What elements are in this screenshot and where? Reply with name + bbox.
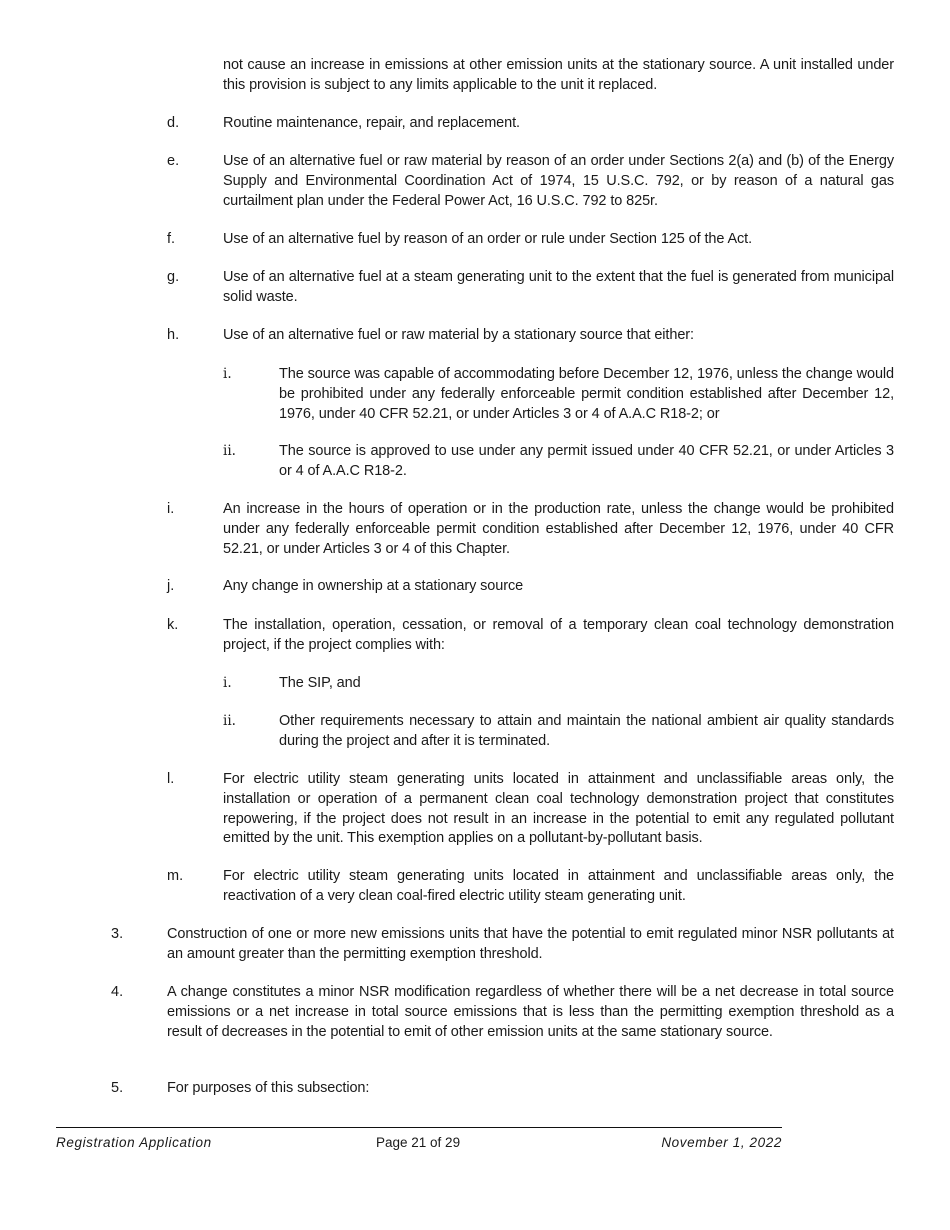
footer-document-title: Registration Application <box>56 1135 212 1150</box>
item-k-i-text: The SIP, and <box>279 675 361 691</box>
footer-page-number: Page 21 of 29 <box>376 1135 461 1150</box>
item-m-text: For electric utility steam generating units located in attainment and unclassifiable areas only, the reactivation of a very clean coal-fired electric utility steam generating unit. <box>223 868 894 904</box>
footer-divider <box>56 1127 782 1128</box>
item-h-text: Use of an alternative fuel or raw material by a stationary source that either: <box>223 327 694 343</box>
item-j-label: j. <box>167 578 175 594</box>
item-k-label: k. <box>167 617 179 633</box>
item-h-i-text: The source was capable of accommodating before December 12, 1976, unless the change would be prohibited under any federally enforceable permit condition established after December 12, 1976, under 40 CFR 52.21, or under Articles 3 or 4 of A.A.C R18-2; or <box>279 366 894 422</box>
item-3-text: Construction of one or more new emissions units that have the potential to emit regulated minor NSR pollutants at an amount greater than the permitting exemption threshold. <box>167 926 894 962</box>
item-j-text: Any change in ownership at a stationary source <box>223 578 524 594</box>
item-h-label: h. <box>167 327 180 343</box>
item-k-text: The installation, operation, cessation, or removal of a temporary clean coal technology demonstration project, if the project complies with: <box>223 617 894 653</box>
item-h-ii-text: The source is approved to use under any permit issued under 40 CFR 52.21, or under Articles 3 or 4 of A.A.C R18-2. <box>279 443 894 479</box>
item-d-label: d. <box>167 115 180 131</box>
item-f-label: f. <box>167 231 176 247</box>
item-f-text: Use of an alternative fuel by reason of an order or rule under Section 125 of the Act. <box>223 231 753 247</box>
item-g-text: Use of an alternative fuel at a steam generating unit to the extent that the fuel is generated from municipal solid waste. <box>223 269 894 305</box>
footer-date: November 1, 2022 <box>661 1135 782 1150</box>
continued-paragraph: not cause an increase in emissions at other emission units at the stationary source. A unit installed under this provision is subject to any limits applicable to the unit it replaced. <box>223 57 894 93</box>
item-h-i-label: i. <box>223 366 232 382</box>
item-k-i-label: i. <box>223 675 232 691</box>
item-l-text: For electric utility steam generating units located in attainment and unclassifiable areas only, the installation or operation of a permanent clean coal technology demonstration project that constitutes repowering, if the project does not result in an increase in the potential to emit any regulated pollutant emitted by the unit. This exemption applies on a pollutant-by-pollutant basis. <box>223 771 894 847</box>
item-i-label: i. <box>167 501 175 517</box>
item-3-label: 3. <box>111 926 124 942</box>
item-4-label: 4. <box>111 984 124 1000</box>
item-g-label: g. <box>167 269 180 285</box>
item-4-text: A change constitutes a minor NSR modification regardless of whether there will be a net decrease in total source emissions or a net increase in total source emissions that is less than the permitting exemption threshold as a result of decreases in the potential to emit of other emission units at the same stationary source. <box>167 984 894 1040</box>
item-l-label: l. <box>167 771 175 787</box>
item-i-text: An increase in the hours of operation or in the production rate, unless the change would be prohibited under any federally enforceable permit condition established after December 12, 1976, under 40 CFR 52.21, or under Articles 3 or 4 of this Chapter. <box>223 501 894 557</box>
item-m-label: m. <box>167 868 184 884</box>
item-5-label: 5. <box>111 1080 124 1096</box>
item-k-ii-text: Other requirements necessary to attain and maintain the national ambient air quality standards during the project and after it is terminated. <box>279 713 894 749</box>
item-e-label: e. <box>167 153 180 169</box>
item-k-ii-label: ii. <box>223 713 236 729</box>
item-d-text: Routine maintenance, repair, and replacement. <box>223 115 520 131</box>
item-h-ii-label: ii. <box>223 443 236 459</box>
item-e-text: Use of an alternative fuel or raw material by reason of an order under Sections 2(a) and (b) of the Energy Supply and Environmental Coordination Act of 1974, 15 U.S.C. 792, or by reason of a natural gas curtailment plan under the Federal Power Act, 16 U.S.C. 792 to 825r. <box>223 153 894 209</box>
item-5-text: For purposes of this subsection: <box>167 1080 370 1096</box>
